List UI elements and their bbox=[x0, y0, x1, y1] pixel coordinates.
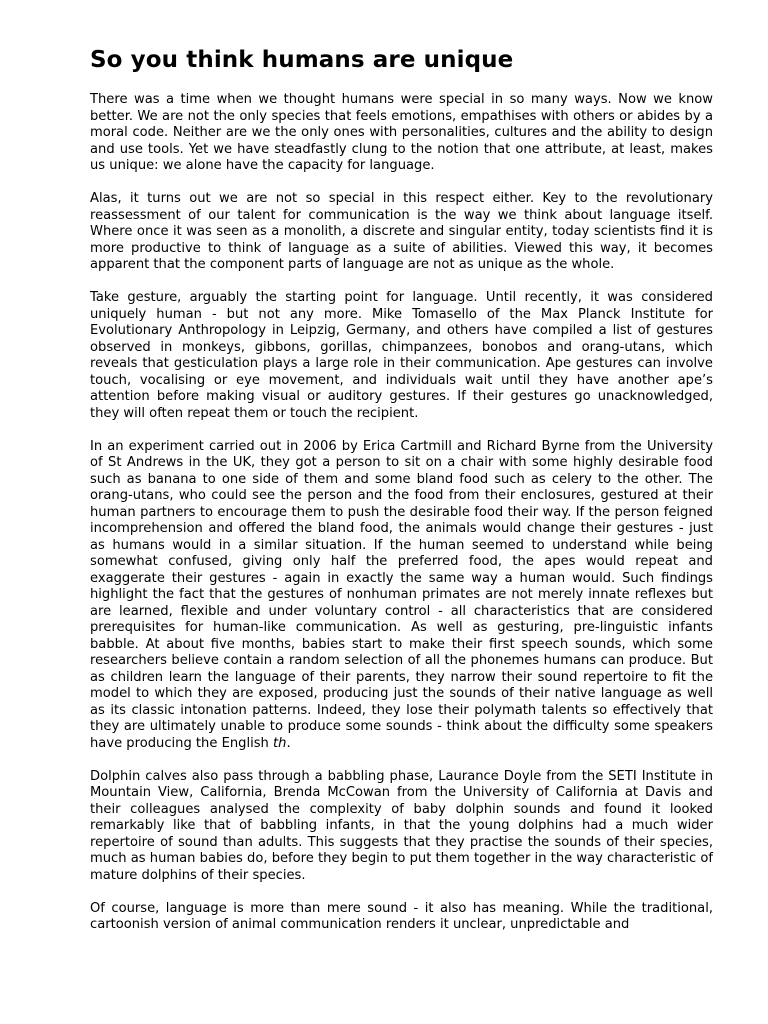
paragraph-4-end: . bbox=[286, 735, 291, 751]
paragraph-1: There was a time when we thought humans were special in so many ways. Now we know better. We are not the only species that feels emotions, empathises with others or abides by a moral code. Neither are we the only ones with personalities, cultures and the ability to design and use tools. Yet we have steadfastly clung to the notion that one attribute, at least, makes us unique: we alone have the capacity for language. bbox=[90, 92, 713, 173]
paragraph-6: Of course, language is more than mere sound - it also has meaning. While the traditional, cartoonish version of animal communication renders it unclear, unpredictable and bbox=[90, 900, 713, 932]
paragraph-4-italic-term: th bbox=[273, 735, 287, 751]
paragraph-2: Alas, it turns out we are not so special in this respect either. Key to the revolutionary reassessment of our talent for communication is the way we think about language itself. Where once it was seen as a monolith, a discrete and singular entity, today scientists find it is more productive to think of language as a suite of abilities. Viewed this way, it becomes apparent that the component parts of language are not as unique as the whole. bbox=[90, 191, 713, 272]
paragraph-5: Dolphin calves also pass through a babbling phase, Laurance Doyle from the SETI Institute in Mountain View, California, Brenda McCowan from the University of California at Davis and their colleagues analysed the complexity of baby dolphin sounds and found it looked remarkably like that of babbling infants, in that the young dolphins had a much wider repertoire of sound than adults. This suggests that they practise the sounds of their species, much as human babies do, before they begin to put them together in the way characteristic of mature dolphins of their species. bbox=[90, 768, 713, 883]
paragraph-3: Take gesture, arguably the starting point for language. Until recently, it was considered uniquely human - but not any more. Mike Tomasello of the Max Planck Institute for Evolutionary Anthropology in Leipzig, Germany, and others have compiled a list of gestures observed in monkeys, gibbons, gorillas, chimpanzees, bonobos and orang-utans, which reveals that gesticulation plays a large role in their communication. Ape gestures can involve touch, vocalising or eye movement, and individuals wait until they have another ape’s attention before making visual or auditory gestures. If their gestures go unacknowledged, they will often repeat them or touch the recipient. bbox=[90, 290, 713, 421]
paragraph-4 bbox=[90, 439, 713, 753]
paragraph-4-text: In an experiment carried out in 2006 by Erica Cartmill and Richard Byrne from the University of St Andrews in the UK, they got a person to sit on a chair with some highly desirable food such as banana to one side of them and some bland food such as celery to the other. The orang-utans, who could see the person and the food from their enclosures, gestured at their human partners to encourage them to push the desirable food their way. If the person feigned incomprehension and offered the bland food, the animals would change their gestures - just as humans would in a similar situation. If the human seemed to understand while being somewhat confused, giving only half the preferred food, the apes would repeat and exaggerate their gestures - again in exactly the same way a human would. Such findings highlight the fact that the gestures of nonhuman primates are not merely innate reflexes but are learned, flexible and under voluntary control - all characteristics that are considered prerequisites for human-like communication. As well as gesturing, pre-linguistic infants babble. At about five months, babies start to make their first speech sounds, which some researchers believe contain a random selection of all the phonemes humans can produce. But as children learn the language of their parents, they narrow their sound repertoire to fit the model to which they are exposed, producing just the sounds of their native language as well as its classic intonation patterns. Indeed, they lose their polymath talents so effectively that they are ultimately unable to produce some sounds - think about the difficulty some speakers have producing the English bbox=[90, 438, 713, 751]
article-title: So you think humans are unique bbox=[90, 47, 514, 73]
article bbox=[90, 44, 713, 934]
